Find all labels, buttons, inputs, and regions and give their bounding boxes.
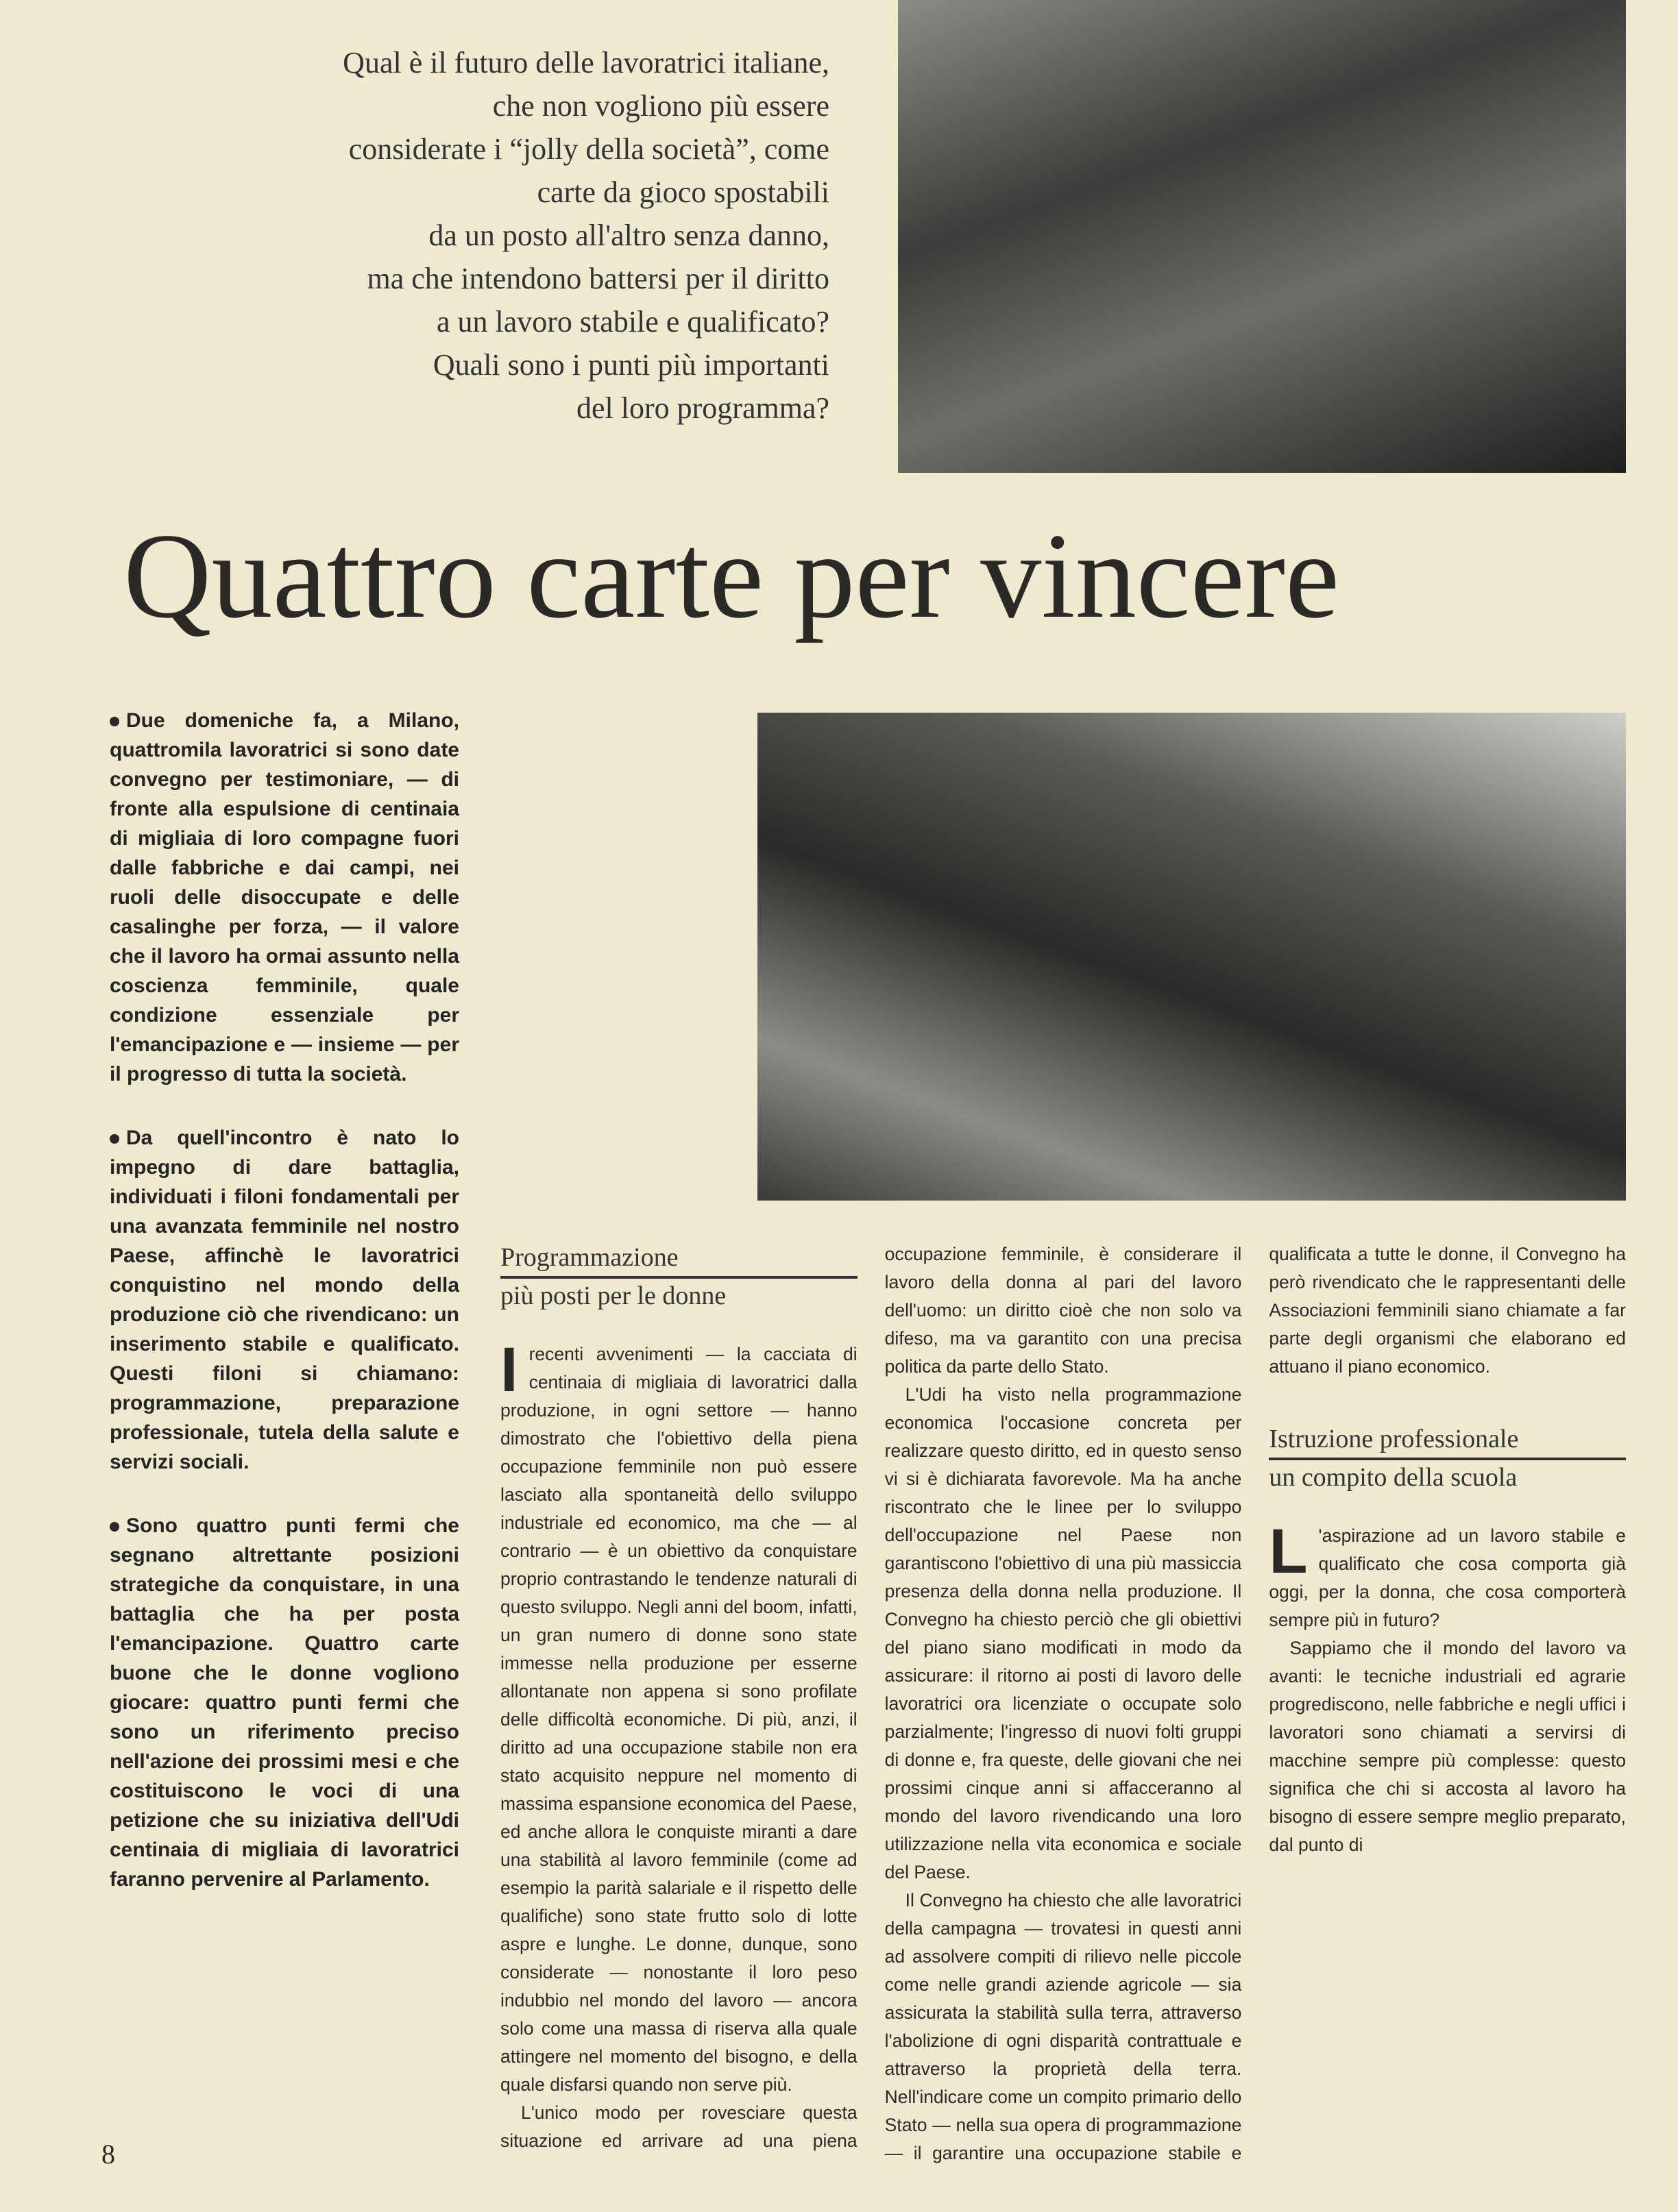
section-heading-programmazione xyxy=(500,1240,858,1313)
body-paragraph: Il Convegno ha chiesto che alle lavoratrici della campagna — trovatesi in questi anni ad assolvere compiti di rilievo nelle piccole come nelle grandi aziende agricole — sia assicurata la stabilità sulla terra, attraverso l'abolizione di ogni disparità contrattuale e attraverso la proprietà della terra. Nell'indicare come un compito primario dello Stato — nella sua opera di programmazione — il garantire una occupazione stabile e qualificata a tutte le donne, il Convegno ha però rivendicato che le rappresentanti delle Associazioni femminili siano chiamate a far parte degli organismi che elaborano ed attuano il piano economico. xyxy=(884,1244,1626,2163)
intro-deck xyxy=(137,41,829,430)
body-paragraph: L'unico modo per rovesciare questa situazione ed arrivare ad una piena occupazione femminile, è considerare il lavoro della donna al pari del lavoro dell'uomo: un diritto cioè che non solo va difeso, ma va garantito con una precisa politica da parte dello Stato. xyxy=(500,1244,1242,2151)
lead-paragraph xyxy=(110,1123,459,1477)
bullet-icon xyxy=(110,1134,119,1144)
body-text: 'aspirazione ad un lavoro stabile e qualificato che cosa comporta già oggi, per la donna, che cosa comporterà sempre più in futuro? xyxy=(1269,1525,1626,1630)
intro-line: carte da gioco spostabili xyxy=(537,175,829,209)
body-paragraph xyxy=(500,1335,858,2099)
intro-line: Quali sono i punti più importanti xyxy=(433,348,829,382)
intro-line: del loro programma? xyxy=(576,391,829,425)
drop-cap: L xyxy=(1269,1516,1308,1586)
intro-line: che non vogliono più essere xyxy=(492,89,829,123)
lead-text: Da quell'incontro è nato lo impegno di dare battaglia, individuati i filoni fondamentali per una avanzata femminile nel nostro Paese, affinchè le lavoratrici conquistino nel mondo della produzione ciò che rivendicano: un inserimento stabile e qualificato. Questi filoni si chiamano: programmazione, preparazione professionale, tutela della salute e servizi sociali. xyxy=(110,1127,459,1473)
lead-paragraph xyxy=(110,706,459,1089)
article-title: Quattro carte per vincere xyxy=(123,508,1340,643)
body-paragraph: L'Udi ha visto nella programmazione economica l'occasione concreta per realizzare questo diritto, ed in questo senso vi si è dichiarata favorevole. Ma ha anche riscontrato che le linee per lo sviluppo dell'occupazione nel Paese non garantiscono l'obiettivo di una più massiccia presenza della donna nella produzione. Il Convegno ha chiesto perciò che gli obiettivi del piano siano modificati in modo da assicurare: il ritorno ai posti di lavoro delle lavoratrici ora licenziate o occupate solo parzialmente; l'ingresso di nuovi folti gruppi di donne e, fra queste, delle giovani che nei prossimi cinque anni si affacceranno al mondo del lavoro rivendicando una loro utilizzazione nella vita economica e sociale del Paese. xyxy=(884,1384,1242,1882)
bullet-icon xyxy=(110,1522,119,1532)
photo-factory-worker xyxy=(757,713,1626,1201)
lead-text: Sono quattro punti fermi che segnano altrettante posizioni strategiche da conquistare, in una battaglia che ha per posta l'emancipazione. Quattro carte buone che le donne vogliono giocare: quattro punti fermi che sono un riferimento preciso nell'azione dei prossimi mesi e che costituiscono le voci di una petizione che su iniziativa dell'Udi centinaia di migliaia di lavoratrici faranno pervenire al Parlamento. xyxy=(110,1514,459,1891)
section-heading-line: Programmazione xyxy=(500,1240,858,1279)
intro-line: a un lavoro stabile e qualificato? xyxy=(437,305,829,339)
body-paragraph: Sappiamo che il mondo del lavoro va avanti: le tecniche industriali ed agrarie progrediscono, nelle fabbriche e negli uffici i lavoratori sono chiamati a servirsi di macchine sempre più complesse: questo significa che chi si accosta al lavoro ha bisogno di essere sempre meglio preparato, dal punto di xyxy=(1269,1638,1626,1855)
bullet-icon xyxy=(110,717,119,726)
section-istruzione xyxy=(1269,1422,1626,1859)
lead-text: Due domeniche fa, a Milano, quattromila lavoratrici si sono date convegno per testimoniare, — di fronte alla espulsione di centinaia di migliaia di loro compagne fuori dalle fabbriche e dai campi, nei ruoli delle disoccupate e delle casalinghe per forza, — il valore che il lavoro ha ormai assunto nella coscienza femminile, quale condizione essenziale per l'emancipazione e — insieme — per il progresso di tutta la società. xyxy=(110,709,459,1085)
lead-paragraph xyxy=(110,1511,459,1894)
photo-women-walking xyxy=(898,0,1626,473)
intro-line: considerate i “jolly della società”, come xyxy=(348,132,829,166)
section-subheading-line: più posti per le donne xyxy=(500,1281,727,1310)
body-text: recenti avvenimenti — la cacciata di centinaia di migliaia di lavoratrici dalla produzione, in ogni settore — hanno dimostrato che l'obiettivo della piena occupazione femminile non può essere lasciato alla spontaneità dello sviluppo industriale ed economico, ma che — al contrario — è un obiettivo da conquistare proprio contrastando le tendenze naturali di questo sviluppo. Negli anni del boom, infatti, un gran numero di donne sono state immesse nella produzione per esserne allontanate non appena si sono profilate delle difficoltà economiche. Di più, anzi, il diritto ad una occupazione stabile non era stato acquisito neppure nel momento di massima espansione economica del Paese, ed anche allora le conquiste miranti a dare una stabilità al lavoro femminile (come ad esempio la parità salariale e il rispetto delle qualifiche) sono state frutto solo di lotte aspre e lunghe. Le donne, dunque, sono considerate — nonostante il loro peso indubbio nel mondo del lavoro — ancora solo come una massa di riserva alla quale attingere nel momento del bisogno, e della quale disfarsi quando non serve più. xyxy=(500,1344,858,2095)
section-heading-line: Istruzione professionale xyxy=(1269,1422,1626,1460)
intro-line: Qual è il futuro delle lavoratrici italiane, xyxy=(343,46,829,79)
section-heading-istruzione xyxy=(1269,1422,1626,1495)
intro-line: ma che intendono battersi per il diritto xyxy=(367,262,829,295)
body-paragraph xyxy=(1269,1516,1626,1634)
drop-cap: I xyxy=(500,1335,518,1405)
intro-line: da un posto all'altro senza danno, xyxy=(428,219,829,252)
article-body-columns xyxy=(500,1240,1626,2179)
lead-column xyxy=(110,706,459,1928)
section-subheading-line: un compito della scuola xyxy=(1269,1463,1518,1492)
page-number: 8 xyxy=(101,2139,115,2170)
